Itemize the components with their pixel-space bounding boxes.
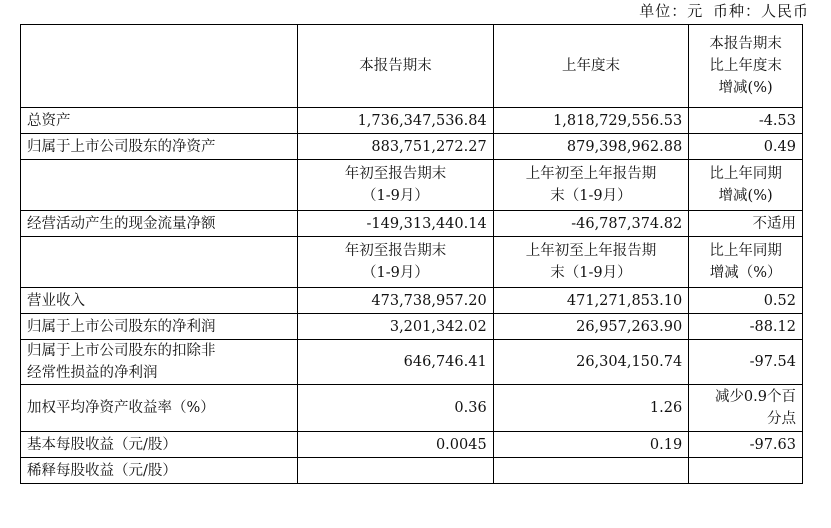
header-ytd bbox=[298, 237, 494, 288]
header-line: 上年初至上年报告期 bbox=[525, 166, 657, 182]
row-last-year: 1.26 bbox=[493, 385, 689, 432]
header-line: （1-9月） bbox=[362, 265, 429, 281]
header-line: 增减(%) bbox=[718, 188, 773, 204]
table-row bbox=[21, 211, 803, 237]
header-row-cashflow bbox=[21, 160, 803, 211]
header-line: 增减(%) bbox=[718, 80, 773, 96]
row-label: 基本每股收益（元/股） bbox=[21, 432, 298, 458]
header-last-year-ytd bbox=[493, 237, 689, 288]
row-label: 经营活动产生的现金流量净额 bbox=[21, 211, 298, 237]
row-label: 归属于上市公司股东的净资产 bbox=[21, 134, 298, 160]
header-row-balance bbox=[21, 25, 803, 108]
currency-label: 币种：人民币 bbox=[712, 2, 809, 20]
header-blank-cell bbox=[21, 237, 298, 288]
row-label: 稀释每股收益（元/股） bbox=[21, 458, 298, 484]
row-change: -88.12 bbox=[689, 314, 803, 340]
header-line: （1-9月） bbox=[362, 188, 429, 204]
header-current-period-end: 本报告期末 bbox=[298, 25, 494, 108]
header-blank-cell bbox=[21, 160, 298, 211]
header-blank-cell bbox=[21, 25, 298, 108]
row-current: 883,751,272.27 bbox=[298, 134, 494, 160]
table-row bbox=[21, 108, 803, 134]
unit-label: 单位：元 bbox=[639, 2, 704, 20]
row-change bbox=[689, 385, 803, 432]
header-line: 比上年度末 bbox=[709, 58, 782, 74]
table-row bbox=[21, 432, 803, 458]
row-last-year bbox=[493, 458, 689, 484]
table-row bbox=[21, 340, 803, 385]
row-change-line: 分点 bbox=[767, 411, 796, 427]
row-current: 646,746.41 bbox=[298, 340, 494, 385]
table-row bbox=[21, 288, 803, 314]
header-line: 末（1-9月） bbox=[550, 265, 632, 281]
header-line: 上年初至上年报告期 bbox=[525, 243, 657, 259]
table-row bbox=[21, 458, 803, 484]
row-current bbox=[298, 458, 494, 484]
row-change: -4.53 bbox=[689, 108, 803, 134]
row-label-line: 经常性损益的净利润 bbox=[27, 365, 158, 381]
header-line: 比上年同期 bbox=[709, 166, 782, 182]
row-label: 营业收入 bbox=[21, 288, 298, 314]
header-line: 年初至报告期末 bbox=[344, 243, 447, 259]
unit-currency-line bbox=[635, 0, 809, 22]
row-label: 加权平均净资产收益率（%） bbox=[21, 385, 298, 432]
header-line: 年初至报告期末 bbox=[344, 166, 447, 182]
row-label-line: 归属于上市公司股东的扣除非 bbox=[27, 343, 216, 359]
row-current: -149,313,440.14 bbox=[298, 211, 494, 237]
row-change: 0.52 bbox=[689, 288, 803, 314]
header-line: 比上年同期 bbox=[709, 243, 782, 259]
row-current: 0.36 bbox=[298, 385, 494, 432]
row-current: 1,736,347,536.84 bbox=[298, 108, 494, 134]
row-last-year: 879,398,962.88 bbox=[493, 134, 689, 160]
row-change: -97.54 bbox=[689, 340, 803, 385]
row-last-year: 26,304,150.74 bbox=[493, 340, 689, 385]
row-change-line: 减少0.9个百 bbox=[714, 389, 796, 405]
table-row bbox=[21, 314, 803, 340]
row-current: 473,738,957.20 bbox=[298, 288, 494, 314]
header-last-year-end: 上年度末 bbox=[493, 25, 689, 108]
row-label bbox=[21, 340, 298, 385]
row-last-year: 1,818,729,556.53 bbox=[493, 108, 689, 134]
header-line: 增减（%） bbox=[709, 265, 782, 281]
header-yoy-change bbox=[689, 237, 803, 288]
table-row bbox=[21, 134, 803, 160]
row-label: 总资产 bbox=[21, 108, 298, 134]
header-yoy-change bbox=[689, 160, 803, 211]
header-change-vs-last-year-end bbox=[689, 25, 803, 108]
row-last-year: -46,787,374.82 bbox=[493, 211, 689, 237]
header-line: 末（1-9月） bbox=[550, 188, 632, 204]
header-ytd bbox=[298, 160, 494, 211]
row-last-year: 0.19 bbox=[493, 432, 689, 458]
row-change bbox=[689, 458, 803, 484]
table-row bbox=[21, 385, 803, 432]
row-last-year: 26,957,263.90 bbox=[493, 314, 689, 340]
header-row-income bbox=[21, 237, 803, 288]
row-change: 不适用 bbox=[689, 211, 803, 237]
row-current: 3,201,342.02 bbox=[298, 314, 494, 340]
row-last-year: 471,271,853.10 bbox=[493, 288, 689, 314]
row-change: 0.49 bbox=[689, 134, 803, 160]
row-change: -97.63 bbox=[689, 432, 803, 458]
header-last-year-ytd bbox=[493, 160, 689, 211]
financial-data-table bbox=[20, 24, 803, 484]
row-label: 归属于上市公司股东的净利润 bbox=[21, 314, 298, 340]
header-line: 本报告期末 bbox=[709, 36, 782, 52]
row-current: 0.0045 bbox=[298, 432, 494, 458]
